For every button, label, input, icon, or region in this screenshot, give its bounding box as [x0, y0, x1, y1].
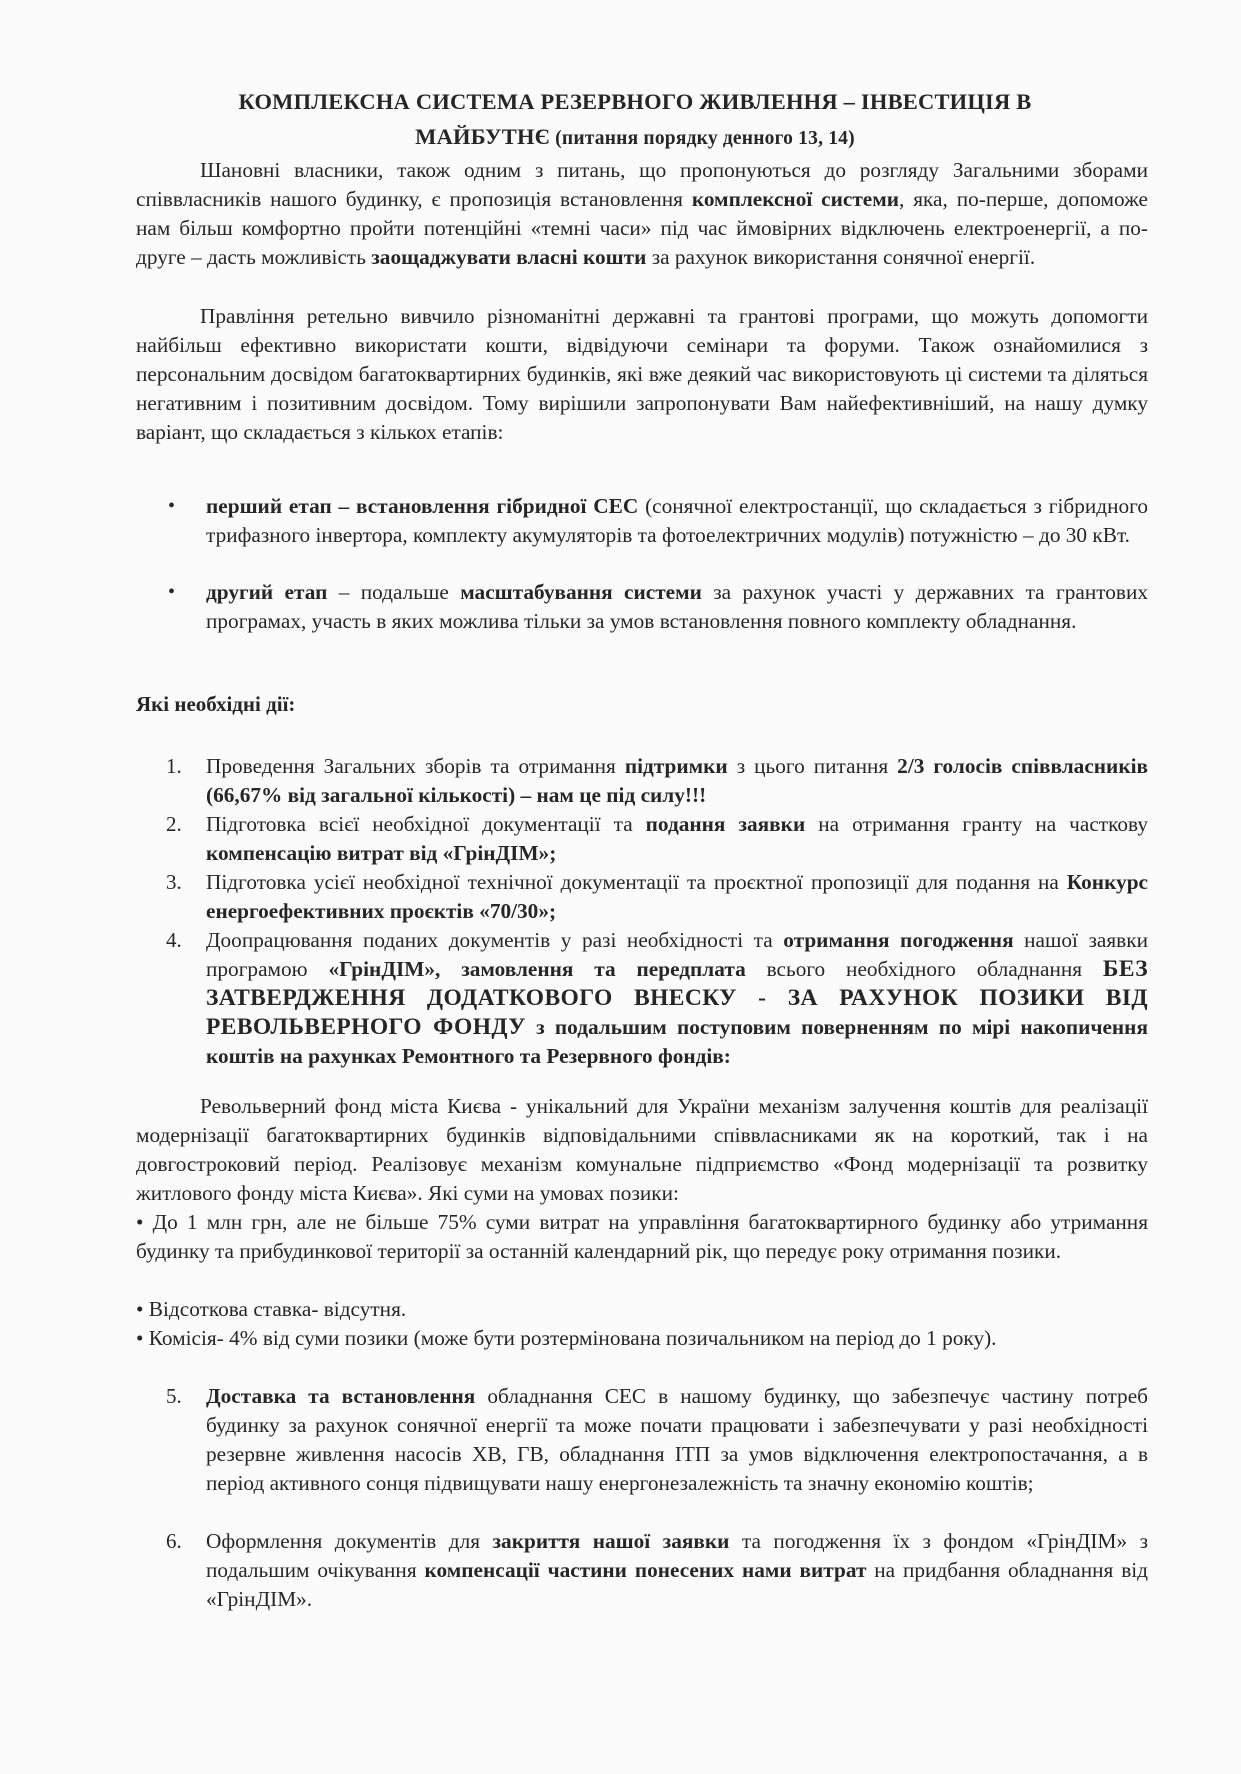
fund-item-3: • Комісія- 4% від суми позики (може бути розтермінована позичальником на період до 1 року). — [136, 1326, 997, 1350]
document-title — [120, 84, 1150, 156]
item-number: 4. — [166, 928, 182, 952]
intro-text: за рахунок використання сонячної енергії. — [646, 245, 1036, 269]
intro-bold: заощаджувати власні кошти — [371, 245, 647, 269]
action-bold: 2/3 голосів співвласників (66,67% від загальної кількості) – нам це під силу!!! — [206, 754, 1149, 807]
item-number: 1. — [166, 754, 182, 778]
stage-bold: масштабування системи — [460, 580, 702, 604]
action-item-5 — [166, 1382, 1148, 1498]
action-bold: закриття нашої заявки — [492, 1529, 730, 1553]
action-bold: підтримки — [624, 754, 728, 778]
bullet-mark: • — [168, 581, 176, 603]
fund-paragraph: Револьверний фонд міста Києва - унікальний для України механізм залучення коштів для реалізації модернізації багатоквартирних будинків відповідальними співвласниками як на короткий, так і на довгостроковий період. Реалізовує механізм комунальне підприємство «Фонд модернізації та розвитку житлового фонду міста Києва». Які суми на умовах позики: — [136, 1094, 1148, 1205]
intro-paragraph-2: Правління ретельно вивчило різноманітні державні та грантові програми, що можуть допомогти найбільш ефективно використати кошти, відвідуючи семінари та форуми. Також ознайомилися з персональним досвідом багатоквартирних будинків, які вже деякий час використовують ці системи та діляться негативним і позитивним досвідом. Тому вирішили запропонувати Вам найефективніший, на нашу думку варіант, що складається з кількох етапів: — [136, 304, 1148, 444]
action-caps-emphasis: БЕЗ ЗАТВЕРДЖЕННЯ ДОДАТКОВОГО ВНЕСКУ - ЗА РАХУНОК ПОЗИКИ ВІД РЕВОЛЬВЕРНОГО ФОНДУ — [206, 956, 1149, 1040]
stage-text: (сонячної електростанції, що складається з гібридного трифазного інвертора, комплекту акумуляторів та фотоелектричних модулів) потужністю – до 30 кВт. — [206, 494, 1148, 547]
stage-text: за рахунок участі у державних та грантових програмах, участь в яких можлива тільки за умов встановлення повного комплекту обладнання. — [206, 580, 1148, 633]
action-text: Оформлення документів для — [206, 1529, 493, 1553]
stage-text: – подальше — [327, 580, 461, 604]
action-text: обладнання СЕС в нашому будинку, що забезпечує частину потреб будинку за рахунок сонячної енергії та може почати працювати і забезпечувати у разі необхідності резервне живлення насосів ХВ, ГВ, обладнання ІТП за умов відключення електропостачання, а в період активного сонця підвищувати нашу енергонезалежність та значну економію коштів; — [206, 1384, 1148, 1495]
intro-text: , яка, по-перше, допоможе нам більш комфортно пройти потенційні «темні часи» під час ймовірних відключень електроенергії, а по-друге – дасть можливість — [136, 187, 1148, 269]
fund-item-1: • До 1 млн грн, але не більше 75% суми витрат на управління багатоквартирного будинку або утримання будинку та прибудинкової території за останній календарний рік, що передує року отримання позики. — [136, 1210, 1148, 1263]
action-bold: з подальшим поступовим поверненням по мірі накопичення коштів на рахунках Ремонтного та Резервного фондів: — [206, 1015, 1148, 1068]
item-number: 6. — [166, 1529, 182, 1553]
action-item-1 — [166, 752, 1149, 810]
item-number: 5. — [166, 1384, 182, 1408]
item-number: 2. — [166, 812, 182, 836]
stage-item-1 — [168, 492, 1148, 549]
action-text: Підготовка усієї необхідної технічної документації та проєктної пропозиції для подання на — [206, 870, 1067, 894]
action-text: та погодження їх з фондом «ГрінДІМ» з подальшим очікування — [206, 1529, 1148, 1582]
action-text: всього необхідного обладнання — [745, 957, 1103, 981]
action-text: на придбання обладнання від «ГрінДІМ». — [206, 1558, 1149, 1611]
action-text: Підготовка всієї необхідної документації та — [206, 812, 646, 836]
action-text: Проведення Загальних зборів та отримання — [206, 754, 625, 778]
title-main: МАЙБУТНЄ — [415, 124, 551, 149]
title-line-2 — [120, 119, 1150, 156]
intro-paragraph-1 — [136, 156, 1148, 272]
bullet-mark: • — [168, 495, 176, 517]
action-item-3 — [166, 868, 1148, 926]
stage-item-2 — [168, 578, 1148, 635]
action-item-6 — [166, 1527, 1149, 1614]
stage-bold: перший етап – встановлення гібридної СЕС — [206, 494, 639, 518]
actions-heading: Які необхідні дії: — [136, 692, 296, 716]
item-number: 3. — [166, 870, 182, 894]
title-line-1: КОМПЛЕКСНА СИСТЕМА РЕЗЕРВНОГО ЖИВЛЕННЯ – ІНВЕСТИЦІЯ В — [238, 89, 1032, 114]
stage-bold: другий етап — [206, 580, 328, 604]
action-bold: компенсацію витрат від «ГрінДІМ»; — [206, 841, 557, 865]
title-subtitle: (питання порядку денного 13, 14) — [550, 128, 855, 149]
action-item-2 — [166, 810, 1148, 868]
intro-bold: комплексної системи — [691, 187, 900, 211]
action-item-4 — [166, 926, 1149, 1071]
action-bold: Конкурс енергоефективних проєктів «70/30»; — [206, 870, 1148, 923]
fund-item-2: • Відсоткова ставка- відсутня. — [136, 1297, 407, 1321]
action-text: Доопрацювання поданих документів у разі необхідності та — [206, 928, 784, 952]
action-bold: отримання погодження — [783, 928, 1014, 952]
action-text: на отримання гранту на часткову — [805, 812, 1148, 836]
action-bold: подання заявки — [645, 812, 806, 836]
action-bold: компенсації частини понесених нами витрат — [424, 1558, 867, 1582]
action-bold: «ГрінДІМ», замовлення та передплата — [328, 957, 746, 981]
action-text: нашої заявки програмою — [206, 928, 1148, 981]
action-bold: Доставка та встановлення — [206, 1384, 476, 1408]
intro-text: Шановні власники, також одним з питань, що пропонуються до розгляду Загальними зборами співвласників нашого будинку, є пропозиція встановлення — [136, 158, 1148, 211]
action-text: з цього питання — [727, 754, 898, 778]
